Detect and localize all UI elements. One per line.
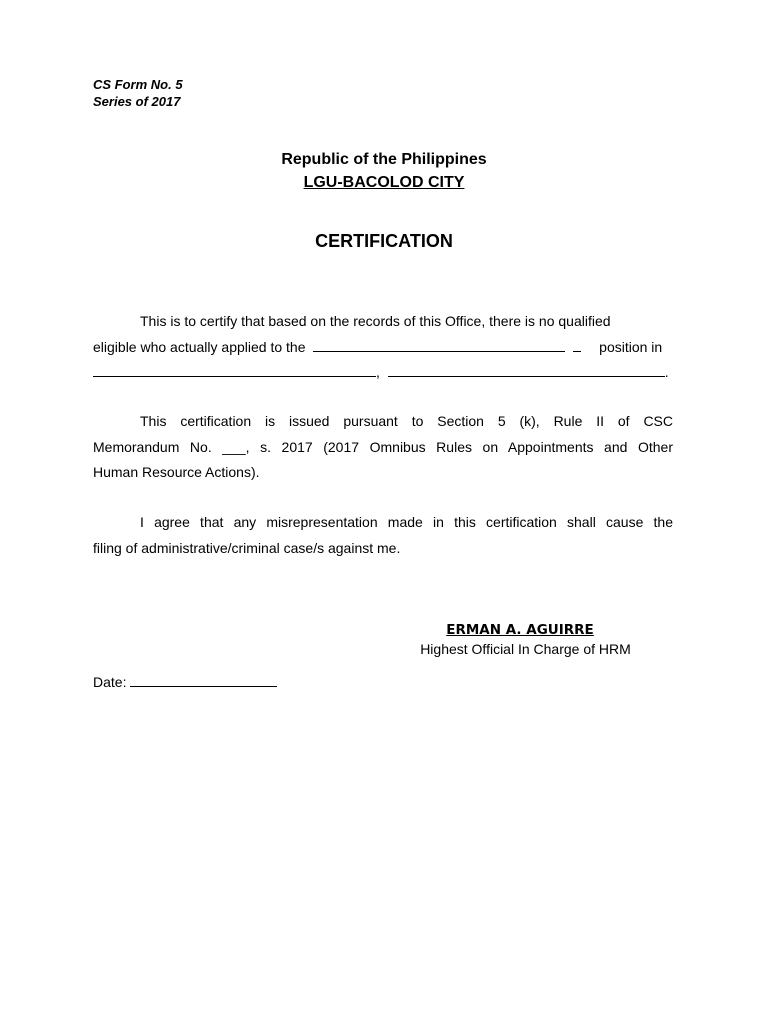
- paragraph-text: .: [664, 364, 669, 380]
- republic-heading: Republic of the Philippines: [281, 151, 487, 168]
- paragraph-text: This certification is issued pursuant to Section 5 (k), Rule II of CSC: [140, 413, 673, 429]
- position-blank: [313, 336, 565, 352]
- paragraph-text: ,: [376, 364, 380, 380]
- date-label: Date:: [93, 674, 127, 690]
- paragraph-text: Human Resource Actions).: [93, 464, 260, 480]
- location-blank: [388, 361, 665, 377]
- form-number: CS Form No. 5: [93, 77, 183, 92]
- paragraph-line: [93, 360, 673, 386]
- form-series: Series of 2017: [93, 94, 181, 109]
- paragraph-text: filing of administrative/criminal case/s against me.: [93, 539, 401, 556]
- paragraph-text: Memorandum No. ___, s. 2017 (2017 Omnibus Rules on Appointments and Other: [93, 438, 673, 455]
- pursuant-paragraph: [93, 409, 673, 486]
- form-number-block: [93, 76, 183, 110]
- blank-short: [573, 336, 581, 352]
- signatory-name: ERMAN A. AGUIRRE: [446, 622, 594, 638]
- date-row: [93, 672, 277, 692]
- paragraph-text: eligible who actually applied to the: [93, 338, 306, 355]
- paragraph-text: I agree that any misrepresentation made in this certification shall cause the: [140, 514, 673, 530]
- paragraph-line: [93, 409, 673, 435]
- signatory-title: Highest Official In Charge of HRM: [420, 641, 631, 657]
- paragraph-line: [93, 536, 673, 562]
- paragraph-line: [93, 460, 673, 486]
- lgu-heading: LGU-BACOLOD CITY: [303, 174, 465, 191]
- paragraph-text: position in: [599, 338, 663, 355]
- certification-paragraph: [93, 309, 673, 386]
- paragraph-line: [93, 435, 673, 461]
- office-blank: [93, 361, 376, 377]
- agreement-paragraph: [93, 510, 673, 561]
- paragraph-text: This is to certify that based on the records of this Office, there is no qualified: [140, 313, 611, 329]
- paragraph-line: [93, 309, 673, 335]
- document-title: CERTIFICATION: [315, 231, 453, 251]
- paragraph-line: [93, 510, 673, 536]
- date-blank: [130, 672, 277, 687]
- paragraph-line: [93, 335, 673, 361]
